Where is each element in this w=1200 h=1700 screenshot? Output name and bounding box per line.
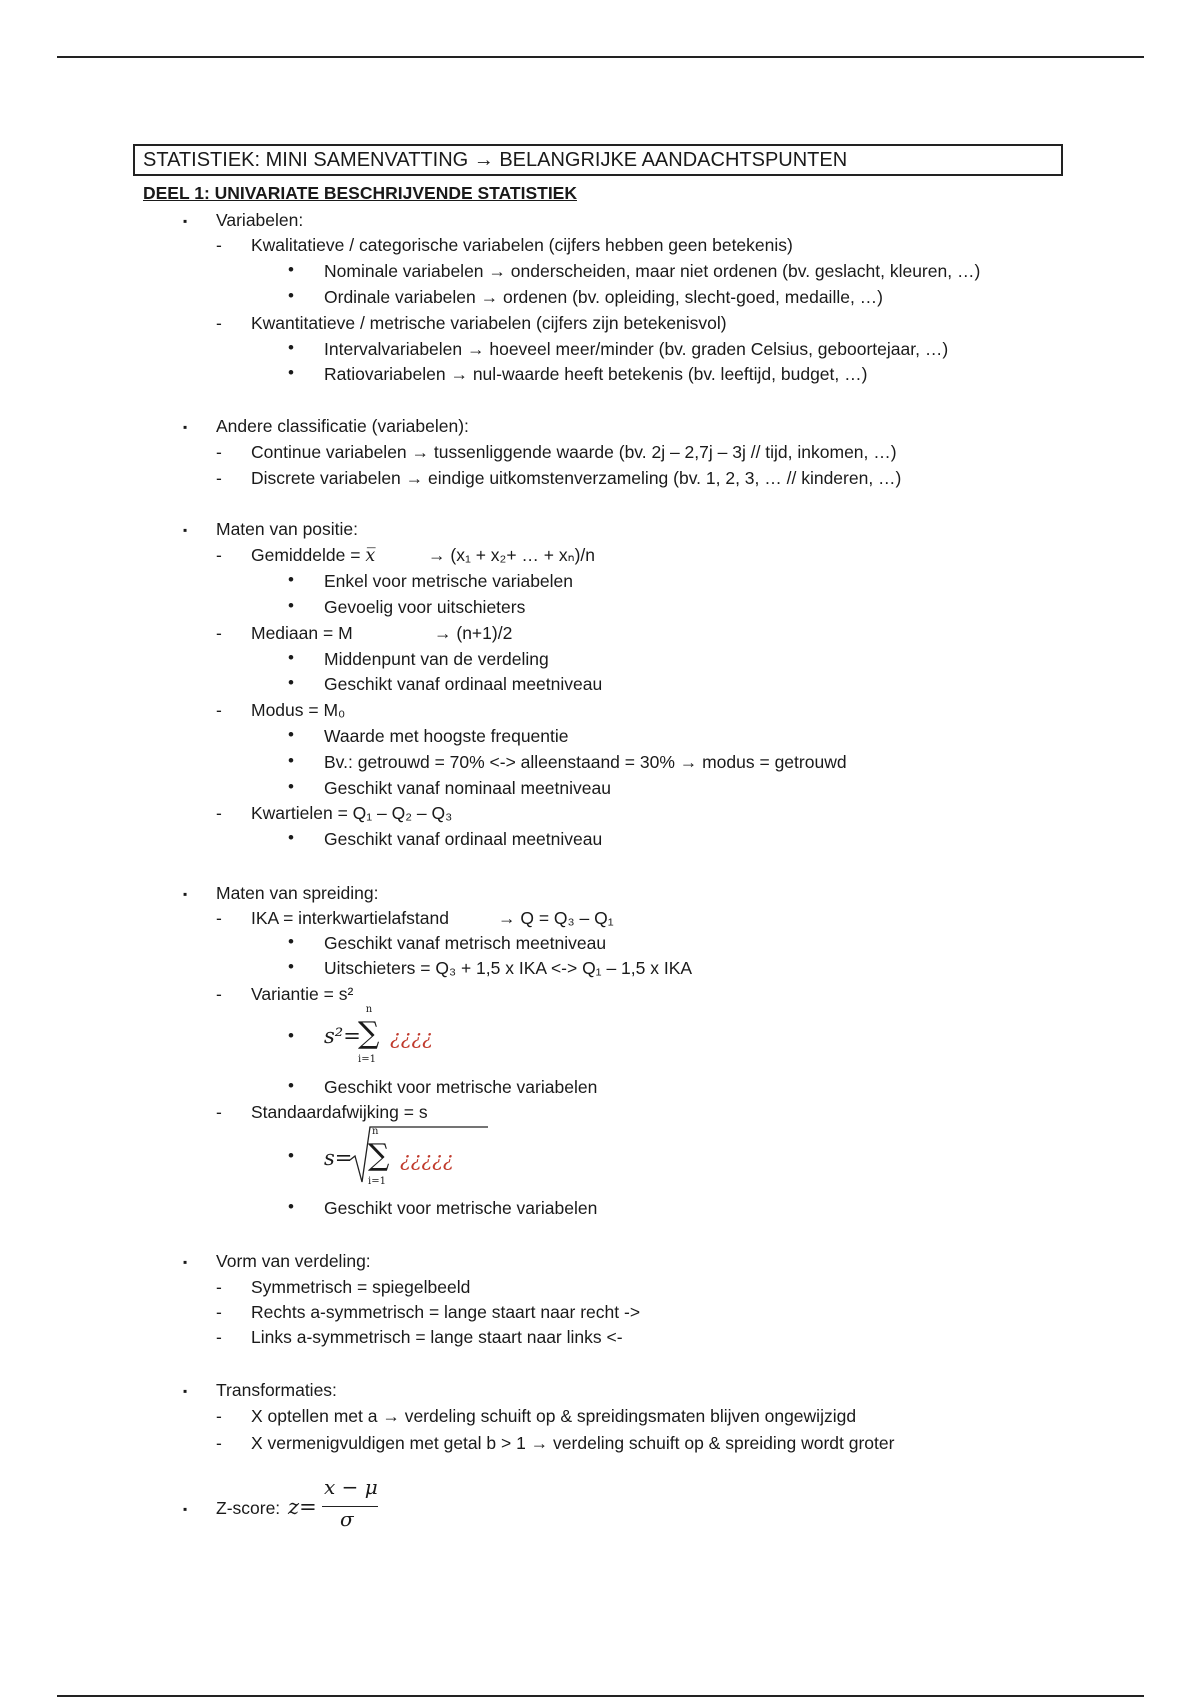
zscore-formula: z= x − μ σ [288,1475,378,1531]
list-item: - Kwalitatieve / categorische variabelen (cijfers hebben geen betekenis) [216,235,793,255]
list-item: • Intervalvariabelen → hoeveel meer/minder (bv. graden Celsius, geboortejaar, …) [288,338,949,359]
list-item: • Middenpunt van de verdeling [288,648,549,669]
list-item: ▪ Andere classificatie (variabelen): [183,416,469,436]
list-item: - IKA = interkwartielafstand → Q = Q₃ – Q₁ [216,908,614,928]
footer-rule [57,1695,1144,1697]
list-item: - Gemiddelde = x̅ → (x₁ + x₂+ … + xₙ)/n [216,545,596,566]
list-item: - Rechts a-symmetrisch = lange staart naar recht -> [216,1302,641,1322]
header-rule [57,56,1144,58]
list-item: - Links a-symmetrisch = lange staart naar links <- [216,1327,623,1347]
list-item: • Gevoelig voor uitschieters [288,596,526,617]
list-item: • Ratiovariabelen → nul-waarde heeft betekenis (bv. leeftijd, budget, …) [288,363,868,384]
list-item: - Modus = M₀ [216,700,346,720]
section-heading: DEEL 1: UNIVARIATE BESCHRIJVENDE STATISTIEK [143,183,577,203]
sd-formula: s= n ∑ i=1 ¿¿¿¿¿ [324,1124,484,1194]
list-item: • Ordinale variabelen → ordenen (bv. opleiding, slecht-goed, medaille, …) [288,286,884,307]
list-item: • Uitschieters = Q₃ + 1,5 x IKA <-> Q₁ – 1,5 x IKA [288,957,693,978]
list-item: ▪ Maten van positie: [183,519,359,539]
list-item: - Kwantitatieve / metrische variabelen (cijfers zijn betekenisvol) [216,313,727,333]
list-item: - Standaardafwijking = s [216,1102,428,1122]
list-item: • Bv.: getrouwd = 70% <-> alleenstaand = 30% → modus = getrouwd [288,751,847,772]
list-item: - Kwartielen = Q₁ – Q₂ – Q₃ [216,803,453,823]
list-item: - X optellen met a → verdeling schuift op & spreidingsmaten blijven ongewijzigd [216,1406,857,1426]
list-item: ▪ Variabelen: [183,210,304,230]
list-item: - Symmetrisch = spiegelbeeld [216,1277,471,1297]
list-item: • Waarde met hoogste frequentie [288,725,569,746]
list-item: • Geschikt vanaf nominaal meetniveau [288,777,611,798]
list-item: • Geschikt vanaf ordinaal meetniveau [288,673,603,694]
list-item: - Continue variabelen → tussenliggende waarde (bv. 2j – 2,7j – 3j // tijd, inkomen, …) [216,442,897,462]
list-item: - Discrete variabelen → eindige uitkomstenverzameling (bv. 1, 2, 3, … // kinderen, …) [216,468,902,488]
list-item: - Mediaan = M → (n+1)/2 [216,623,513,643]
document-title-box [133,144,1063,176]
list-item: - Variantie = s² [216,984,354,1004]
list-item: • Enkel voor metrische variabelen [288,570,574,591]
list-item: • Geschikt vanaf ordinaal meetniveau [288,828,603,849]
list-item: • Geschikt vanaf metrisch meetniveau [288,932,607,953]
list-item: - X vermenigvuldigen met getal b > 1 → verdeling schuift op & spreiding wordt groter [216,1433,895,1453]
document-title: STATISTIEK: MINI SAMENVATTING → BELANGRIJKE AANDACHTSPUNTEN [143,149,848,171]
list-item: ▪ Z-score: [183,1498,281,1518]
variance-formula: s²= n ∑ i=1 ¿¿¿¿ [324,1004,433,1065]
list-item: • Geschikt voor metrische variabelen [288,1076,598,1097]
list-item: ▪ Vorm van verdeling: [183,1251,371,1271]
list-item: • Nominale variabelen → onderscheiden, maar niet ordenen (bv. geslacht, kleuren, …) [288,260,981,281]
list-item: • Geschikt voor metrische variabelen [288,1197,598,1218]
list-item: ▪ Maten van spreiding: [183,883,379,903]
list-item: ▪ Transformaties: [183,1380,337,1400]
